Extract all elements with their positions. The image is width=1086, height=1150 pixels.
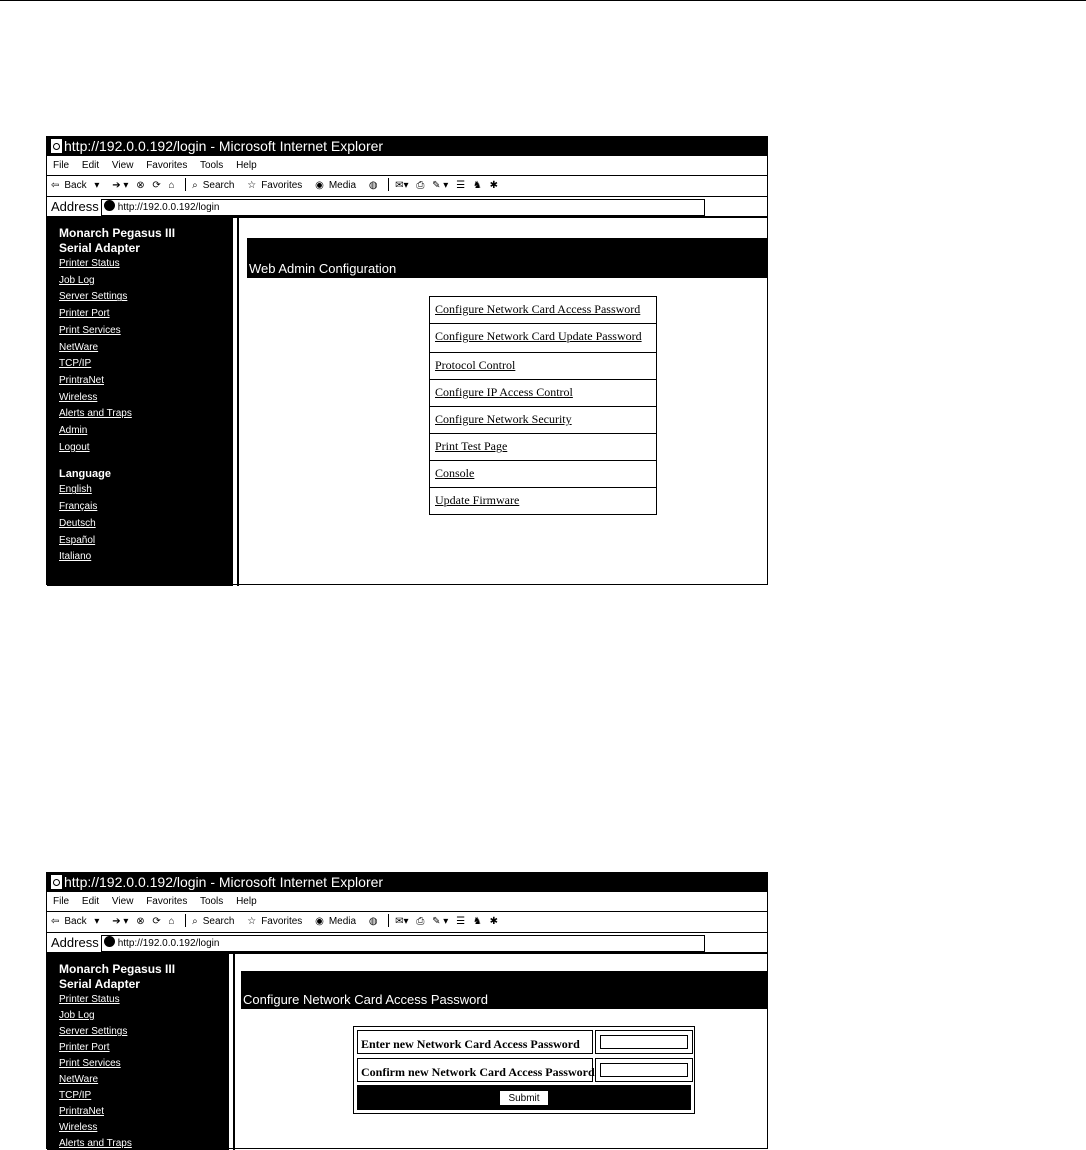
confirm-password-cell bbox=[595, 1058, 693, 1082]
favorites-label: Favorites bbox=[261, 180, 303, 191]
history-icon[interactable]: ◍ bbox=[368, 916, 378, 927]
bluetooth-icon[interactable]: ✱ bbox=[489, 180, 498, 191]
window-title: http://192.0.0.192/login - Microsoft Internet Explorer bbox=[64, 138, 384, 154]
back-label: Back bbox=[64, 916, 87, 927]
browser-window-web-admin bbox=[46, 136, 768, 585]
address-label: Address bbox=[51, 935, 99, 950]
favorites-icon: ☆ bbox=[247, 916, 257, 927]
forward-button[interactable]: ➔ ▾ bbox=[112, 180, 129, 191]
product-name-line1: Monarch Pegasus III bbox=[59, 226, 176, 240]
favorites-label: Favorites bbox=[261, 916, 303, 927]
menu-view[interactable]: View bbox=[111, 160, 134, 171]
sidebar-link-alerts-traps[interactable]: Alerts and Traps bbox=[59, 408, 132, 420]
sidebar bbox=[47, 218, 233, 586]
discuss-icon[interactable]: ☰ bbox=[456, 180, 466, 191]
product-name-line2: Serial Adapter bbox=[59, 977, 140, 991]
history-icon[interactable]: ◍ bbox=[368, 180, 378, 191]
sidebar-link-server-settings[interactable]: Server Settings bbox=[59, 1026, 128, 1037]
page-heading: Configure Network Card Access Password bbox=[241, 971, 767, 1009]
sidebar-link-admin[interactable]: Admin bbox=[59, 425, 88, 437]
confirm-password-input[interactable] bbox=[600, 1063, 688, 1077]
sidebar-link-wireless[interactable]: Wireless bbox=[59, 391, 98, 403]
toolbar-separator bbox=[185, 178, 186, 191]
favorites-button[interactable] bbox=[247, 180, 307, 191]
menu-edit[interactable]: Edit bbox=[81, 896, 100, 907]
search-button[interactable] bbox=[192, 180, 239, 191]
link-network-security[interactable]: Configure Network Security bbox=[430, 406, 656, 432]
link-configure-access-password[interactable]: Configure Network Card Access Password bbox=[430, 296, 656, 322]
sidebar-link-tcpip[interactable]: TCP/IP bbox=[59, 1090, 92, 1101]
language-link-english[interactable]: English bbox=[59, 484, 92, 496]
ie-page-icon bbox=[51, 139, 62, 153]
sidebar-link-tcpip[interactable]: TCP/IP bbox=[59, 358, 92, 370]
sidebar-link-job-log[interactable]: Job Log bbox=[59, 1010, 95, 1021]
page-heading: Web Admin Configuration bbox=[247, 238, 767, 278]
ie-page-icon bbox=[51, 875, 62, 889]
sidebar-link-printranet[interactable]: PrintraNet bbox=[59, 374, 105, 386]
back-button[interactable] bbox=[51, 916, 104, 927]
address-label: Address bbox=[51, 199, 99, 214]
media-label: Media bbox=[328, 916, 357, 927]
menu-help[interactable]: Help bbox=[236, 160, 257, 171]
forward-button[interactable]: ➔ ▾ bbox=[112, 916, 129, 927]
language-heading: Language bbox=[59, 468, 111, 481]
frame-divider[interactable] bbox=[237, 218, 239, 586]
sidebar bbox=[47, 954, 229, 1150]
menu-edit[interactable]: Edit bbox=[81, 160, 100, 171]
mail-icon[interactable]: ✉▾ bbox=[395, 916, 409, 927]
sidebar-link-netware[interactable]: NetWare bbox=[59, 1074, 99, 1085]
menu-tools[interactable]: Tools bbox=[199, 896, 224, 907]
stop-icon[interactable]: ⊗ bbox=[136, 916, 145, 927]
refresh-icon[interactable]: ⟳ bbox=[152, 916, 161, 927]
menu-file[interactable]: File bbox=[53, 896, 70, 907]
admin-menu-table bbox=[429, 296, 657, 515]
link-print-test-page[interactable]: Print Test Page bbox=[430, 433, 656, 459]
link-protocol-control[interactable]: Protocol Control bbox=[430, 352, 656, 378]
language-link-italiano[interactable]: Italiano bbox=[59, 551, 92, 563]
password-form bbox=[353, 1026, 695, 1114]
address-url: http://192.0.0.192/login bbox=[117, 938, 220, 950]
toolbar-separator bbox=[388, 914, 389, 927]
title-bar bbox=[47, 873, 767, 892]
language-link-francais[interactable]: Français bbox=[59, 501, 98, 513]
bluetooth-icon[interactable]: ✱ bbox=[489, 916, 498, 927]
page-content bbox=[47, 218, 767, 586]
sidebar-link-printer-status[interactable]: Printer Status bbox=[59, 994, 120, 1005]
favorites-button[interactable] bbox=[247, 916, 307, 927]
address-url: http://192.0.0.192/login bbox=[117, 202, 220, 214]
sidebar-link-print-services[interactable]: Print Services bbox=[59, 1058, 121, 1069]
frame-divider[interactable] bbox=[233, 954, 235, 1150]
discuss-icon[interactable]: ☰ bbox=[456, 916, 466, 927]
address-input[interactable] bbox=[101, 199, 705, 216]
window-title: http://192.0.0.192/login - Microsoft Internet Explorer bbox=[64, 874, 384, 890]
sidebar-link-printer-port[interactable]: Printer Port bbox=[59, 1042, 110, 1053]
address-bar bbox=[47, 933, 767, 954]
link-console[interactable]: Console bbox=[430, 460, 656, 486]
back-button[interactable] bbox=[51, 180, 104, 191]
toolbar bbox=[47, 176, 767, 197]
submit-bar bbox=[357, 1085, 691, 1110]
back-arrow-icon: ⇦ bbox=[51, 180, 60, 191]
search-label: Search bbox=[202, 916, 235, 927]
page-globe-icon bbox=[104, 200, 115, 211]
media-icon: ◉ bbox=[315, 916, 324, 927]
page-top-rule bbox=[0, 0, 1086, 1]
media-button[interactable] bbox=[315, 916, 361, 927]
back-dropdown-icon[interactable]: ▾ bbox=[94, 180, 100, 191]
refresh-icon[interactable]: ⟳ bbox=[152, 180, 161, 191]
sidebar-link-job-log[interactable]: Job Log bbox=[59, 274, 95, 286]
search-button[interactable] bbox=[192, 916, 239, 927]
menu-file[interactable]: File bbox=[53, 160, 70, 171]
media-icon: ◉ bbox=[315, 180, 324, 191]
address-input[interactable] bbox=[101, 935, 705, 952]
search-icon: ⌕ bbox=[192, 180, 198, 191]
toolbar-separator bbox=[185, 914, 186, 927]
link-ip-access-control[interactable]: Configure IP Access Control bbox=[430, 379, 656, 405]
menu-tools[interactable]: Tools bbox=[199, 160, 224, 171]
product-name-line1: Monarch Pegasus III bbox=[59, 962, 176, 976]
print-icon[interactable]: ⎙ bbox=[416, 916, 425, 927]
search-label: Search bbox=[202, 180, 235, 191]
messenger-icon[interactable]: ♞ bbox=[472, 916, 482, 927]
link-update-firmware[interactable]: Update Firmware bbox=[430, 487, 656, 513]
sidebar-link-netware[interactable]: NetWare bbox=[59, 341, 99, 353]
home-icon[interactable]: ⌂ bbox=[168, 916, 175, 927]
print-icon[interactable]: ⎙ bbox=[416, 180, 425, 191]
sidebar-link-print-services[interactable]: Print Services bbox=[59, 324, 121, 336]
sidebar-link-wireless[interactable]: Wireless bbox=[59, 1122, 98, 1133]
sidebar-link-printer-port[interactable]: Printer Port bbox=[59, 308, 110, 320]
edit-icon[interactable]: ✎ ▾ bbox=[432, 180, 449, 191]
title-bar bbox=[47, 137, 767, 156]
language-link-espanol[interactable]: Español bbox=[59, 534, 96, 546]
address-bar bbox=[47, 197, 767, 218]
search-icon: ⌕ bbox=[192, 916, 198, 927]
back-dropdown-icon[interactable]: ▾ bbox=[94, 916, 100, 927]
edit-icon[interactable]: ✎ ▾ bbox=[432, 916, 449, 927]
sidebar-link-server-settings[interactable]: Server Settings bbox=[59, 291, 128, 303]
confirm-password-label: Confirm new Network Card Access Password bbox=[357, 1058, 593, 1082]
link-configure-update-password[interactable]: Configure Network Card Update Password bbox=[430, 323, 656, 349]
back-label: Back bbox=[64, 180, 87, 191]
enter-password-input[interactable] bbox=[600, 1035, 688, 1049]
menu-view[interactable]: View bbox=[111, 896, 134, 907]
sidebar-link-alerts-traps[interactable]: Alerts and Traps bbox=[59, 1138, 132, 1149]
home-icon[interactable]: ⌂ bbox=[168, 180, 175, 191]
sidebar-link-printer-status[interactable]: Printer Status bbox=[59, 258, 120, 269]
submit-button[interactable]: Submit bbox=[499, 1090, 548, 1106]
page-content bbox=[47, 954, 767, 1150]
language-link-deutsch[interactable]: Deutsch bbox=[59, 517, 96, 529]
sidebar-link-printranet[interactable]: PrintraNet bbox=[59, 1106, 105, 1117]
mail-icon[interactable]: ✉▾ bbox=[395, 180, 409, 191]
favorites-icon: ☆ bbox=[247, 180, 257, 191]
browser-window-access-password bbox=[46, 872, 768, 1149]
toolbar-separator bbox=[388, 178, 389, 191]
enter-password-label: Enter new Network Card Access Password bbox=[357, 1030, 593, 1054]
media-button[interactable] bbox=[315, 180, 361, 191]
menu-help[interactable]: Help bbox=[236, 896, 257, 907]
menu-bar bbox=[47, 892, 767, 912]
enter-password-cell bbox=[595, 1030, 693, 1054]
stop-icon[interactable]: ⊗ bbox=[136, 180, 145, 191]
media-label: Media bbox=[328, 180, 357, 191]
menu-favorites[interactable]: Favorites bbox=[146, 896, 188, 907]
page-globe-icon bbox=[104, 936, 115, 947]
toolbar bbox=[47, 912, 767, 933]
messenger-icon[interactable]: ♞ bbox=[472, 180, 482, 191]
menu-favorites[interactable]: Favorites bbox=[146, 160, 188, 171]
sidebar-link-logout[interactable]: Logout bbox=[59, 441, 90, 453]
back-arrow-icon: ⇦ bbox=[51, 916, 60, 927]
product-name-line2: Serial Adapter bbox=[59, 241, 140, 255]
menu-bar bbox=[47, 156, 767, 176]
